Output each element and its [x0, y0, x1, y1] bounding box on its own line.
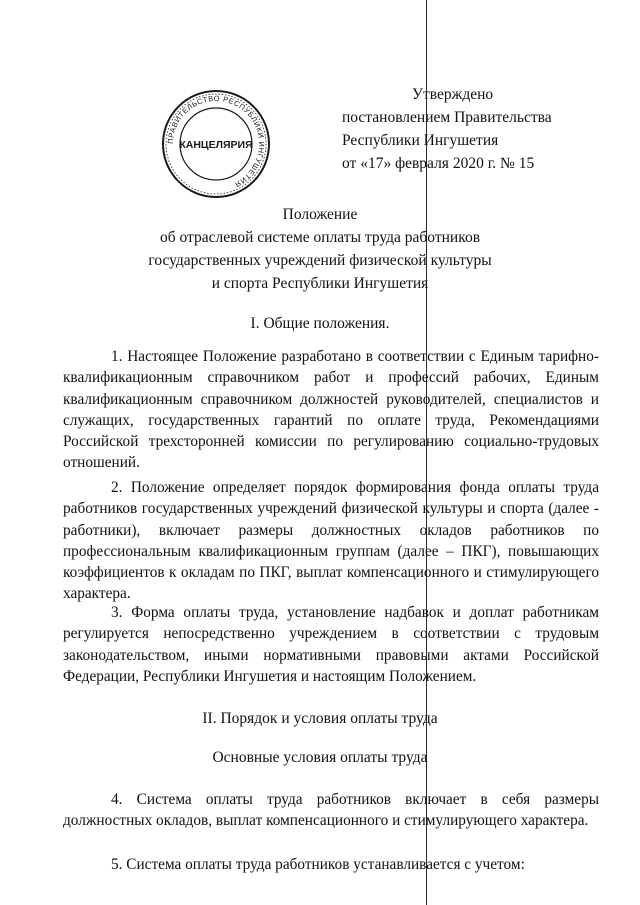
office-stamp	[160, 88, 272, 200]
paragraph-3: 3. Форма оплаты труда, установление надбавок и доплат работникам регулируется непосредственно учреждением в соответствии с трудовым законодательством, иными нормативными правовыми актами Российской Федерации, Республики Ингушетия и настоящим Положением.	[63, 604, 599, 685]
document-title	[0, 203, 640, 295]
approval-line-2: постановлением Правительства	[342, 109, 552, 126]
section-1-heading: I. Общие положения.	[250, 315, 390, 332]
paragraph-1: 1. Настоящее Положение разработано в соответствии с Единым тарифно-квалификационным справочником работ и профессий рабочих, Единым квалификационным справочником должностей руководителей, специалистов и служащих, государственных гарантий по оплате труда, Рекомендациями Российской трехсторонней комиссии по регулированию социально-трудовых отношений.	[63, 348, 599, 472]
paragraph-5: 5. Система оплаты труда работников устанавливается с учетом:	[111, 856, 525, 873]
approval-block	[342, 83, 552, 175]
approval-line-1: Утверждено	[412, 86, 494, 103]
stamp-center-text: КАНЦЕЛЯРИЯ	[179, 139, 253, 151]
section-2-heading: II. Порядок и условия оплаты труда	[202, 710, 438, 727]
title-line-2: об отраслевой системе оплаты труда работников	[159, 229, 481, 246]
stamp-ring-text: ПРАВИТЕЛЬСТВО РЕСПУБЛИКИ ИНГУШЕТИЯ	[165, 93, 267, 190]
paragraph-4: 4. Система оплаты труда работников включает в себя размеры должностных окладов, выплат компенсационного и стимулирующего характера.	[63, 791, 599, 830]
title-line-1: Положение	[282, 206, 358, 223]
section-2-subheading: Основные условия оплаты труда	[212, 749, 428, 766]
title-line-3: государственных учреждений физической культуры	[148, 252, 492, 269]
title-line-4: и спорта Республики Ингушетия	[211, 275, 429, 292]
paragraph-2: 2. Положение определяет порядок формирования фонда оплаты труда работников государственных учреждений физической культуры и спорта (далее - работники), включает размеры должностных окладов работников по профессиональным квалификационным группам (далее – ПКГ), повышающих коэффициентов к окладам по ПКГ, выплат компенсационного и стимулирующего характера.	[63, 479, 599, 603]
approval-line-3: Республики Ингушетия	[342, 132, 499, 149]
approval-line-4: от «17» февраля 2020 г. № 15	[342, 155, 535, 172]
